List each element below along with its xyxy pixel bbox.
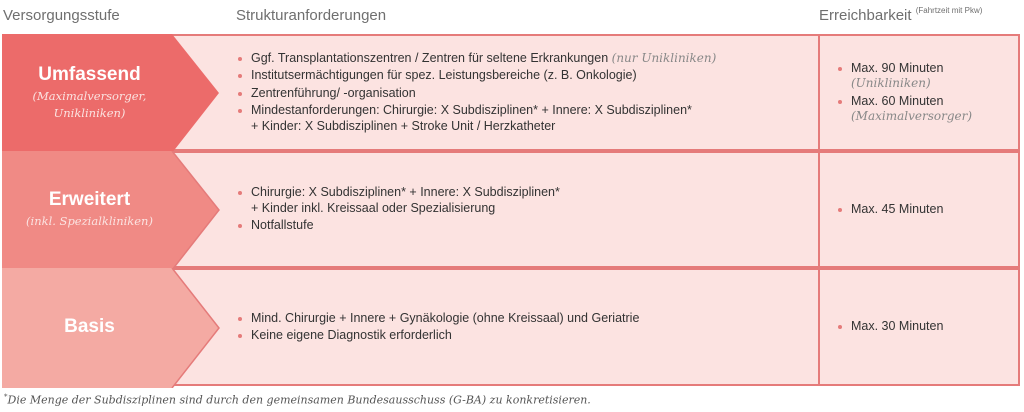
row-umfassend: [2, 34, 1020, 151]
level-subtitle: (inkl. Spezialkliniken): [26, 214, 153, 228]
level-arrow-umfassend: [2, 34, 221, 151]
reachability-item: Max. 30 Minuten: [836, 319, 1016, 335]
row-basis: [2, 268, 1020, 386]
column-divider: [818, 36, 820, 149]
footnote: *Die Menge der Subdisziplinen sind durch den gemeinsamen Bundesausschuss (G-BA) zu konkretisieren.: [4, 393, 591, 407]
level-arrow-erweitert: [2, 151, 221, 268]
row-erweitert: [2, 151, 1020, 268]
level-title: Erweitert: [48, 189, 131, 210]
level-title: Basis: [64, 316, 115, 337]
requirements-cell: [236, 36, 806, 149]
level-arrow-basis: [2, 268, 221, 386]
requirements-cell: [236, 153, 806, 266]
reachability-item: Max. 90 Minuten (Unikliniken): [836, 61, 1016, 92]
level-title: Umfassend: [38, 63, 141, 85]
reachability-cell: [836, 270, 1016, 384]
header-strukturanforderungen: Strukturanforderungen: [236, 7, 387, 24]
requirements-cell: [236, 270, 806, 384]
requirement-item: Notfallstufe: [236, 218, 806, 234]
requirement-item: Institutsermächtigungen für spez. Leistungsbereiche (z. B. Onkologie): [236, 68, 806, 84]
header-erreichbarkeit-label: Erreichbarkeit: [819, 7, 912, 24]
reachability-cell: [836, 36, 1016, 149]
header-erreichbarkeit: [819, 7, 982, 24]
reachability-item: Max. 60 Minuten (Maximalversorger): [836, 94, 1016, 125]
column-divider: [818, 153, 820, 266]
level-subtitle: (Maximalversorger, Unikliniken): [32, 88, 147, 120]
column-divider: [818, 270, 820, 384]
requirement-item: Mind. Chirurgie + Innere + Gynäkologie (ohne Kreissaal) und Geriatrie: [236, 311, 806, 327]
care-levels-table: [2, 34, 1020, 386]
requirement-item: Mindestanforderungen: Chirurgie: X Subdisziplinen* + Innere: X Subdisziplinen* + Kinder: X Subdisziplinen + Stroke Unit / Herzkatheter: [236, 103, 806, 134]
reachability-cell: [836, 153, 1016, 266]
reachability-item: Max. 45 Minuten: [836, 202, 1016, 218]
header-erreichbarkeit-note: (Fahrtzeit mit Pkw): [915, 6, 983, 15]
requirement-item: Ggf. Transplantationszentren / Zentren für seltene Erkrankungen (nur Unikliniken): [236, 51, 806, 67]
header-versorgungsstufe: Versorgungsstufe: [3, 7, 120, 24]
requirement-item: Zentrenführung/ -organisation: [236, 86, 806, 102]
requirement-item: Chirurgie: X Subdisziplinen* + Innere: X Subdisziplinen* + Kinder inkl. Kreissaal oder Spezialisierung: [236, 185, 806, 216]
requirement-item: Keine eigene Diagnostik erforderlich: [236, 328, 806, 344]
